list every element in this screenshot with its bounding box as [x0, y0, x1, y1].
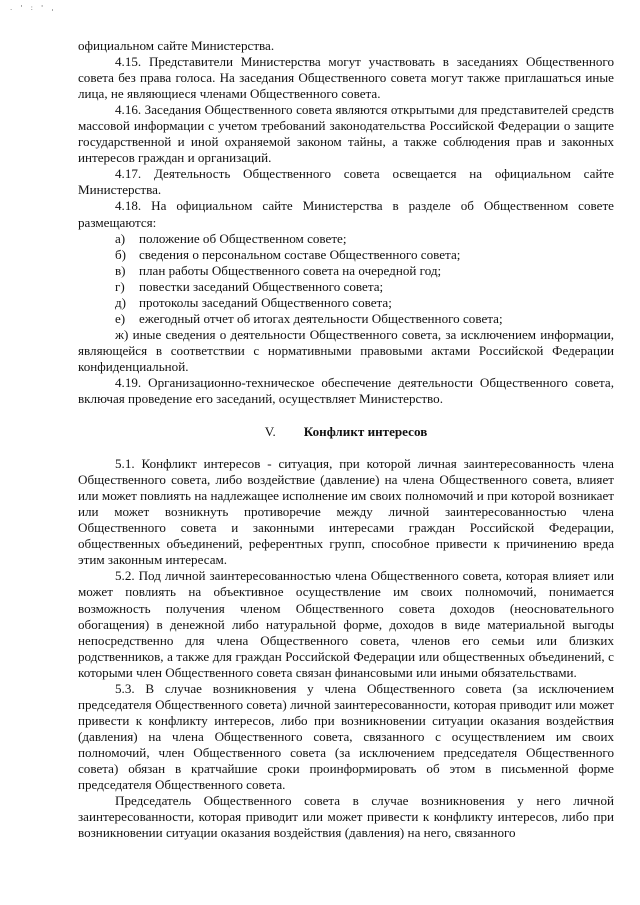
- paragraph-chairman: Председатель Общественного совета в случае возникновения у него личной заинтересованности, которая приводит или может привести к конфликту интересов, либо при возникновении ситуации оказания воздействия (давления) на него, связанного: [78, 793, 614, 841]
- paragraph-4-18: 4.18. На официальном сайте Министерства в разделе об Общественном совете размещаются:: [78, 198, 614, 230]
- document-page: [78, 38, 614, 841]
- section-heading: [78, 424, 614, 440]
- paragraph-5-2: 5.2. Под личной заинтересованностью члена Общественного совета, которая влияет или может повлиять на объективное осуществление им своих полномочий, понимается возможность получения членом Общественного совета доходов (неосновательного обогащения) в денежной либо натуральной форме, доходов в виде материальной выгоды непосредственно для члена Общественного совета, членов его семьи или близких родственников, а также для граждан Российской Федерации или общественных объединений, с которыми член Общественного совета связан финансовыми или иными обязательствами.: [78, 568, 614, 680]
- paragraph-4-16: 4.16. Заседания Общественного совета являются открытыми для представителей средств массовой информации с учетом требований законодательства Российской Федерации о защите государственной и иной охраняемой законом тайны, а также соблюдения прав и законных интересов граждан и организаций.: [78, 102, 614, 166]
- list-item-text: повестки заседаний Общественного совета;: [139, 278, 384, 294]
- list-4-18: [78, 231, 614, 327]
- list-marker: е): [115, 310, 126, 326]
- list-marker: г): [115, 278, 125, 294]
- section-number: V.: [264, 424, 276, 440]
- list-item: [78, 247, 614, 263]
- list-item: [78, 231, 614, 247]
- paragraph-item-zh: ж) иные сведения о деятельности Общественного совета, за исключением информации, являющейся в соответствии с нормативными правовыми актами Российской Федерации конфиденциальной.: [78, 326, 614, 374]
- list-item-text: ежегодный отчет об итогах деятельности Общественного совета;: [139, 310, 503, 326]
- list-marker: а): [115, 230, 126, 246]
- list-item: [78, 295, 614, 311]
- paragraph-5-1: 5.1. Конфликт интересов - ситуация, при которой личная заинтересованность члена Общественного совета, либо воздействие (давление) на члена Общественного совета, влияет или может повлиять на надлежащее исполнение им своих полномочий и при которой возникает или может возникнуть противоречие между личной заинтересованностью члена Общественного совета и законными интересами граждан Российской Федерации, общественных объединений, референтных групп, способное привести к причинению вреда этим законным интересам.: [78, 456, 614, 568]
- scan-mark: . ' : ' ,: [10, 4, 57, 12]
- paragraph-5-3: 5.3. В случае возникновения у члена Общественного совета (за исключением председателя Общественного совета) личной заинтересованности, которая приводит или может привести к конфликту интересов, либо при возникновении ситуации оказания воздействия (давления) на члена Общественного совета, связанного с осуществлением им своих полномочий, член Общественного совета (за исключением председателя Общественного совета) обязан в кратчайшие сроки проинформировать об этом в письменной форме председателя Общественного совета.: [78, 680, 614, 793]
- paragraph-4-15: 4.15. Представители Министерства могут участвовать в заседаниях Общественного совета без права голоса. На заседания Общественного совета могут также приглашаться иные лица, не являющиеся членами Общественного совета.: [78, 54, 614, 102]
- list-item: [78, 279, 614, 295]
- paragraph-4-17: 4.17. Деятельность Общественного совета освещается на официальном сайте Министерства.: [78, 166, 614, 198]
- list-item-text: сведения о персональном составе Общественного совета;: [139, 246, 461, 262]
- list-marker: д): [115, 294, 127, 310]
- list-item-text: план работы Общественного совета на очередной год;: [139, 262, 442, 278]
- list-marker: в): [115, 262, 126, 278]
- list-marker: б): [115, 246, 127, 262]
- paragraph-4-19: 4.19. Организационно-техническое обеспечение деятельности Общественного совета, включая проведение его заседаний, осуществляет Министерство.: [78, 374, 614, 407]
- paragraph-top: официальном сайте Министерства.: [78, 38, 275, 53]
- list-item-text: положение об Общественном совете;: [139, 230, 347, 246]
- section-title: Конфликт интересов: [303, 424, 428, 440]
- list-item-text: протоколы заседаний Общественного совета;: [139, 294, 392, 310]
- list-item: [78, 311, 614, 327]
- list-item: [78, 263, 614, 279]
